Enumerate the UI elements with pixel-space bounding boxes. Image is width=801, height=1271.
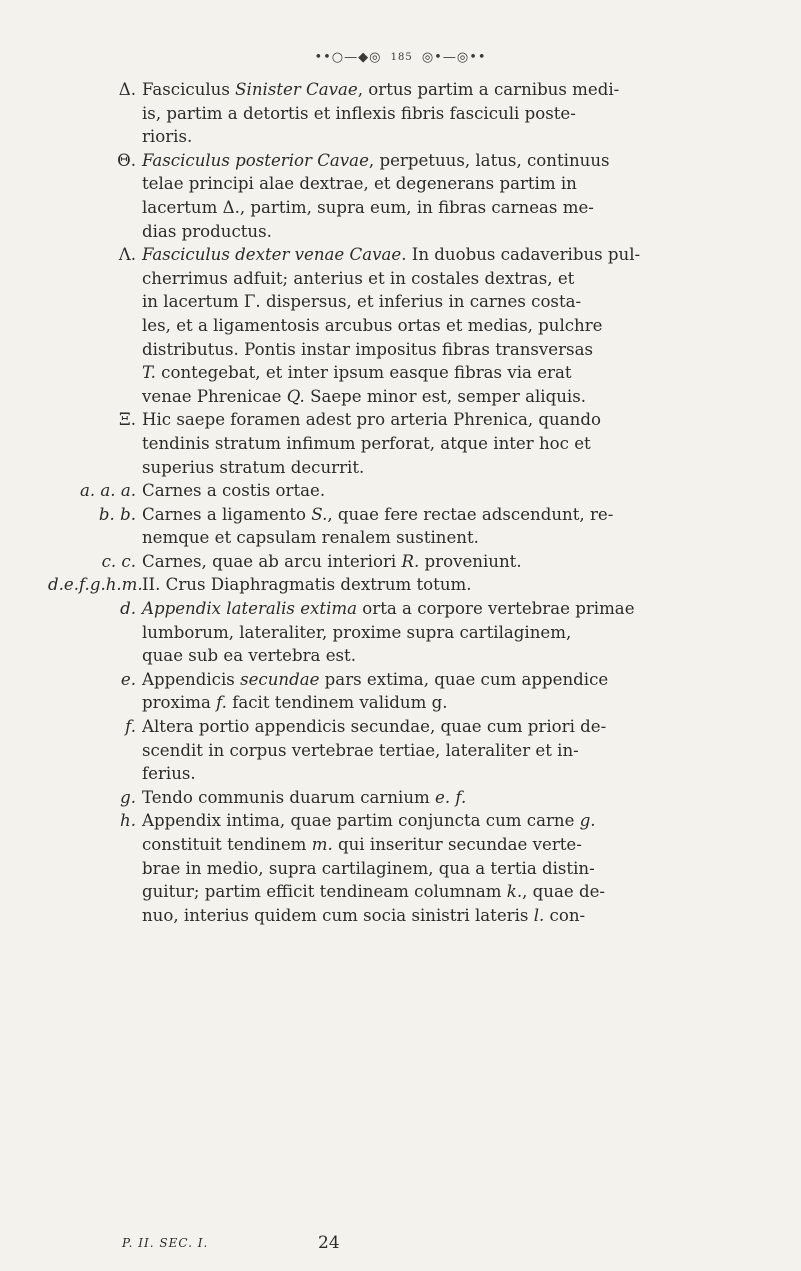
text-line <box>142 267 768 291</box>
entry-label: c. c. <box>101 551 136 571</box>
entry-text <box>142 550 768 574</box>
text-line <box>142 408 768 432</box>
plain-text: telae principi alae dextrae, et degenerans partim in <box>142 174 577 194</box>
plain-text: guitur; partim efficit tendineam columnam <box>142 882 507 902</box>
text-line <box>142 338 768 362</box>
plain-text: les, et a ligamentosis arcubus ortas et medias, pulchre <box>142 315 603 335</box>
entry-label: Ξ. <box>119 410 136 430</box>
legend-entry <box>48 786 768 810</box>
plain-text: orta a corpore vertebrae primae <box>357 599 635 619</box>
legend-entry <box>48 479 768 503</box>
text-line <box>142 432 768 456</box>
text-line <box>142 644 768 668</box>
ornament-right: ◎•—◎•• <box>421 50 487 65</box>
entry-label: Λ. <box>118 245 136 265</box>
entry-label: e. <box>120 669 136 689</box>
text-line <box>142 479 768 503</box>
entry-text <box>142 715 768 786</box>
plain-text: , ortus partim a carnibus medi- <box>357 80 620 99</box>
text-line <box>142 904 768 928</box>
plain-text: distributus. Pontis instar impositus fibras transversas <box>142 339 593 359</box>
text-line <box>142 78 768 102</box>
plain-text: dias productus. <box>142 221 272 241</box>
plain-text: . In duobus cadaveribus pul- <box>401 245 641 265</box>
plain-text: lumborum, lateraliter, proxime supra cartilaginem, <box>142 622 572 642</box>
italic-text: Appendix lateralis extima <box>142 599 357 619</box>
plain-text: proxima <box>142 693 217 713</box>
italic-text: Q. <box>286 386 305 406</box>
italic-text: k. <box>506 882 523 902</box>
legend-entry <box>48 668 768 715</box>
plain-text: Tendo communis duarum carnium <box>142 787 436 807</box>
plain-text: cherrimus adfuit; anterius et in costales dextras, et <box>142 268 575 288</box>
plain-text: , quae de- <box>522 882 606 902</box>
signature-mark: P. II. SEC. I. <box>122 1236 209 1250</box>
plain-text: is, partim a detortis et inflexis fibris fasciculi poste- <box>142 103 576 123</box>
text-line <box>142 621 768 645</box>
plain-text: pars extima, quae cum appendice <box>319 669 609 689</box>
plain-text: contegebat, et inter ipsum easque fibras via erat <box>155 363 572 383</box>
plain-text: Fasciculus <box>142 80 236 99</box>
plain-text: Altera portio appendicis secundae, quae cum priori de- <box>142 717 607 737</box>
entry-label: d.e.f.g.h.m. <box>48 575 143 595</box>
text-line <box>142 220 768 244</box>
plain-text: Appendicis <box>142 669 241 689</box>
plain-text: superius stratum decurrit. <box>142 457 365 477</box>
plain-text: brae in medio, supra cartilaginem, qua a tertia distin- <box>142 858 595 878</box>
plain-text: qui inseritur secundae verte- <box>332 835 582 854</box>
plain-text: rioris. <box>142 127 193 147</box>
plain-text: Hic saepe foramen adest pro arteria Phrenica, quando <box>142 410 601 430</box>
italic-text: secundae <box>240 669 320 689</box>
plain-text: nuo, interius quidem cum socia sinistri lateris <box>142 905 534 925</box>
text-line <box>142 149 768 173</box>
legend-entry <box>48 408 768 479</box>
text-line <box>142 550 768 574</box>
italic-text: g. <box>579 811 596 831</box>
legend-entry <box>48 503 768 550</box>
plain-text: nemque et capsulam renalem sustinent. <box>142 528 479 548</box>
entry-text <box>142 597 768 668</box>
italic-text: l. <box>533 905 545 925</box>
ornament-left: ••○—◆◎ <box>314 50 382 65</box>
page-number: 185 <box>390 52 413 63</box>
text-line <box>142 314 768 338</box>
plain-text: Appendix intima, quae partim conjuncta cum carne <box>142 811 580 831</box>
entry-text <box>142 786 768 810</box>
italic-text: Fasciculus posterior Cavae <box>142 150 369 170</box>
plain-text: proveniunt. <box>419 551 522 571</box>
plain-text: ferius. <box>142 764 196 784</box>
page-header-ornament <box>0 50 801 65</box>
plain-text: constituit tendinem <box>142 835 312 854</box>
italic-text: f. <box>216 693 227 713</box>
text-body <box>48 78 768 927</box>
text-line <box>142 361 768 385</box>
text-line <box>142 243 768 267</box>
legend-entry <box>48 597 768 668</box>
plain-text: scendit in corpus vertebrae tertiae, lateraliter et in- <box>142 740 579 760</box>
entry-label: h. <box>120 811 136 831</box>
entry-label: g. <box>120 787 136 807</box>
entry-label: f. <box>125 717 136 737</box>
entry-text <box>142 408 768 479</box>
plain-text: lacertum Δ., partim, supra eum, in fibras carneas me- <box>142 197 594 217</box>
plain-text: quae sub ea vertebra est. <box>142 646 357 666</box>
text-line <box>142 739 768 763</box>
legend-entry <box>48 78 768 149</box>
italic-text: R. <box>401 551 420 571</box>
text-line <box>142 597 768 621</box>
text-line <box>142 762 768 786</box>
plain-text: venae Phrenicae <box>142 386 287 406</box>
plain-text: tendinis stratum infimum perforat, atque inter hoc et <box>142 433 591 453</box>
legend-entry <box>48 149 768 243</box>
plain-text: , perpetuus, latus, continuus <box>368 150 610 170</box>
entry-text <box>142 573 768 597</box>
legend-entry <box>48 550 768 574</box>
entry-text <box>142 78 768 149</box>
plain-text: , quae fere rectae adscendunt, re- <box>327 504 614 524</box>
text-line <box>142 833 768 857</box>
entry-text <box>142 809 768 927</box>
text-line <box>142 456 768 480</box>
entry-label: Δ. <box>118 80 136 99</box>
entry-text <box>142 243 768 408</box>
entry-label: d. <box>120 599 136 619</box>
text-line <box>142 385 768 409</box>
italic-text: Fasciculus dexter venae Cavae <box>142 245 402 265</box>
text-line <box>142 290 768 314</box>
text-line <box>142 125 768 149</box>
italic-text: T. <box>142 363 156 383</box>
text-line <box>142 715 768 739</box>
plain-text: Carnes, quae ab arcu interiori <box>142 551 402 571</box>
text-line <box>142 691 768 715</box>
text-line <box>142 668 768 692</box>
plain-text: con- <box>544 905 586 925</box>
text-line <box>142 172 768 196</box>
italic-text: Sinister Cavae <box>235 80 358 99</box>
plain-text: Carnes a costis ortae. <box>142 481 326 501</box>
text-line <box>142 573 768 597</box>
plain-text: facit tendinem validum g. <box>226 693 448 713</box>
text-line <box>142 503 768 527</box>
italic-text: m. <box>311 835 333 854</box>
text-line <box>142 857 768 881</box>
text-line <box>142 880 768 904</box>
entry-label: Θ. <box>117 150 136 170</box>
entry-text <box>142 503 768 550</box>
text-line <box>142 526 768 550</box>
entry-label: b. b. <box>98 504 136 524</box>
entry-text <box>142 149 768 243</box>
italic-text: e. f. <box>435 787 467 807</box>
plain-text: Saepe minor est, semper aliquis. <box>304 386 586 406</box>
plain-text: in lacertum Γ. dispersus, et inferius in carnes costa- <box>142 292 582 312</box>
page-footer <box>122 1233 731 1253</box>
plain-text: Carnes a ligamento <box>142 504 312 524</box>
entry-text <box>142 668 768 715</box>
plain-text: II. Crus Diaphragmatis dextrum totum. <box>142 575 472 595</box>
italic-text: S. <box>311 504 328 524</box>
legend-entry <box>48 715 768 786</box>
text-line <box>142 786 768 810</box>
entry-label: a. a. a. <box>79 481 136 501</box>
entry-text <box>142 479 768 503</box>
legend-entry <box>48 809 768 927</box>
legend-entry <box>48 243 768 408</box>
catchword-number: 24 <box>318 1233 340 1253</box>
text-line <box>142 809 768 833</box>
legend-entry <box>48 573 768 597</box>
text-line <box>142 196 768 220</box>
text-line <box>142 102 768 126</box>
